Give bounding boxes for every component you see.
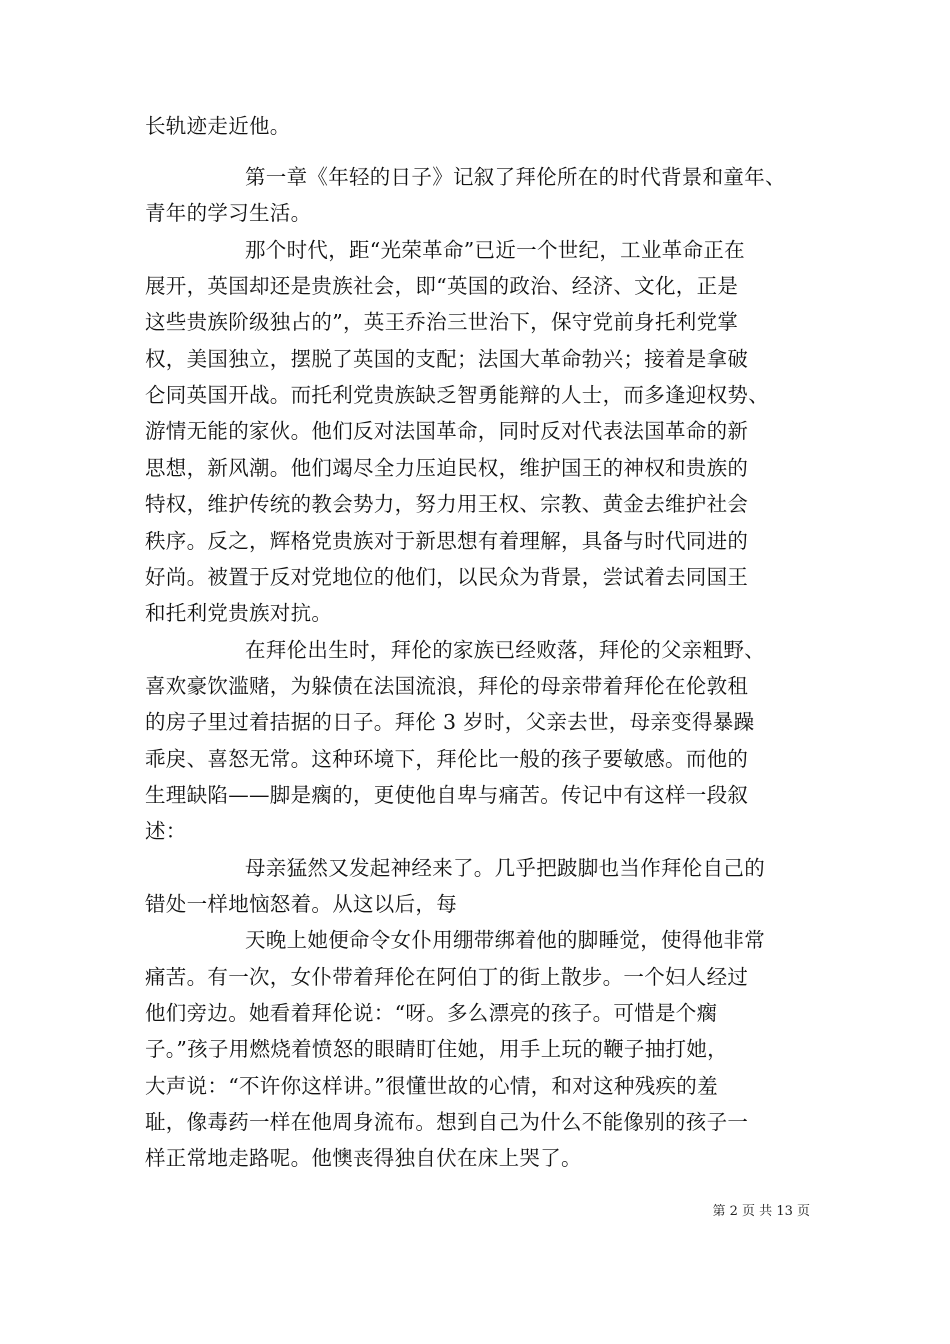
text-line: 特权，维护传统的教会势力，努力用王权、宗教、黄金去维护社会 (145, 492, 749, 516)
text-line: 和托利党贵族对抗。 (145, 601, 333, 625)
text-line: 秩序。反之，辉格党贵族对于新思想有着理解，具备与时代同进的 (145, 529, 749, 553)
text-line: 大声说：“不许你这样讲。”很懂世故的心情，和对这种残疾的羞 (145, 1074, 718, 1098)
text-line: 述： (145, 819, 187, 843)
page-number-footer: 第 2 页 共 13 页 (712, 1204, 810, 1219)
text-line: 母亲猛然又发起神经来了。几乎把跛脚也当作拜伦自己的 (245, 856, 765, 880)
text-line: 喜欢豪饮滥赌，为躲债在法国流浪，拜伦的母亲带着拜伦在伦敦租 (145, 674, 749, 698)
text-line: 那个时代，距“光荣革命”已近一个世纪，工业革命正在 (245, 238, 745, 262)
text-line: 他们旁边。她看着拜伦说：“呀。多么漂亮的孩子。可惜是个瘸 (145, 1001, 718, 1025)
text-line: 权，美国独立，摆脱了英国的支配；法国大革命勃兴；接着是拿破 (145, 347, 749, 371)
text-line: 长轨迹走近他。 (145, 114, 291, 138)
text-line: 天晚上她便命令女仆用绷带绑着他的脚睡觉，使得他非常 (245, 928, 765, 952)
text-line: 第一章《年轻的日子》记叙了拜伦所在的时代背景和童年、 (245, 165, 786, 189)
text-line: 好尚。被置于反对党地位的他们，以民众为背景，尝试着去同国王 (145, 565, 749, 589)
text-line: 游情无能的家伙。他们反对法国革命，同时反对代表法国革命的新 (145, 419, 749, 443)
text-line: 这些贵族阶级独占的”，英王乔治三世治下，保守党前身托利党掌 (145, 310, 739, 334)
text-line: 子。”孩子用燃烧着愤怒的眼睛盯住她，用手上玩的鞭子抽打她， (145, 1037, 728, 1061)
text-line: 展开，英国却还是贵族社会，即“英国的政治、经济、文化，正是 (145, 274, 739, 298)
text-line: 耻，像毒药一样在他周身流布。想到自己为什么不能像别的孩子一 (145, 1110, 749, 1134)
text-line: 的房子里过着拮据的日子。拜伦 3 岁时，父亲去世，母亲变得暴躁 (145, 710, 755, 734)
text-line: 在拜伦出生时，拜伦的家族已经败落，拜伦的父亲粗野、 (245, 638, 765, 662)
text-line: 青年的学习生活。 (145, 201, 312, 225)
text-line: 思想，新风潮。他们竭尽全力压迫民权，维护国王的神权和贵族的 (145, 456, 749, 480)
text-line: 生理缺陷——脚是瘸的，更使他自卑与痛苦。传记中有这样一段叙 (145, 783, 749, 807)
text-line: 乖戾、喜怒无常。这种环境下，拜伦比一般的孩子要敏感。而他的 (145, 747, 749, 771)
text-line: 仑同英国开战。而托利党贵族缺乏智勇能辩的人士，而多逢迎权势、 (145, 383, 769, 407)
text-line: 错处一样地恼怒着。从这以后，每 (145, 892, 457, 916)
text-line: 样正常地走路呢。他懊丧得独自伏在床上哭了。 (145, 1146, 582, 1170)
text-line: 痛苦。有一次，女仆带着拜伦在阿伯丁的街上散步。一个妇人经过 (145, 965, 749, 989)
